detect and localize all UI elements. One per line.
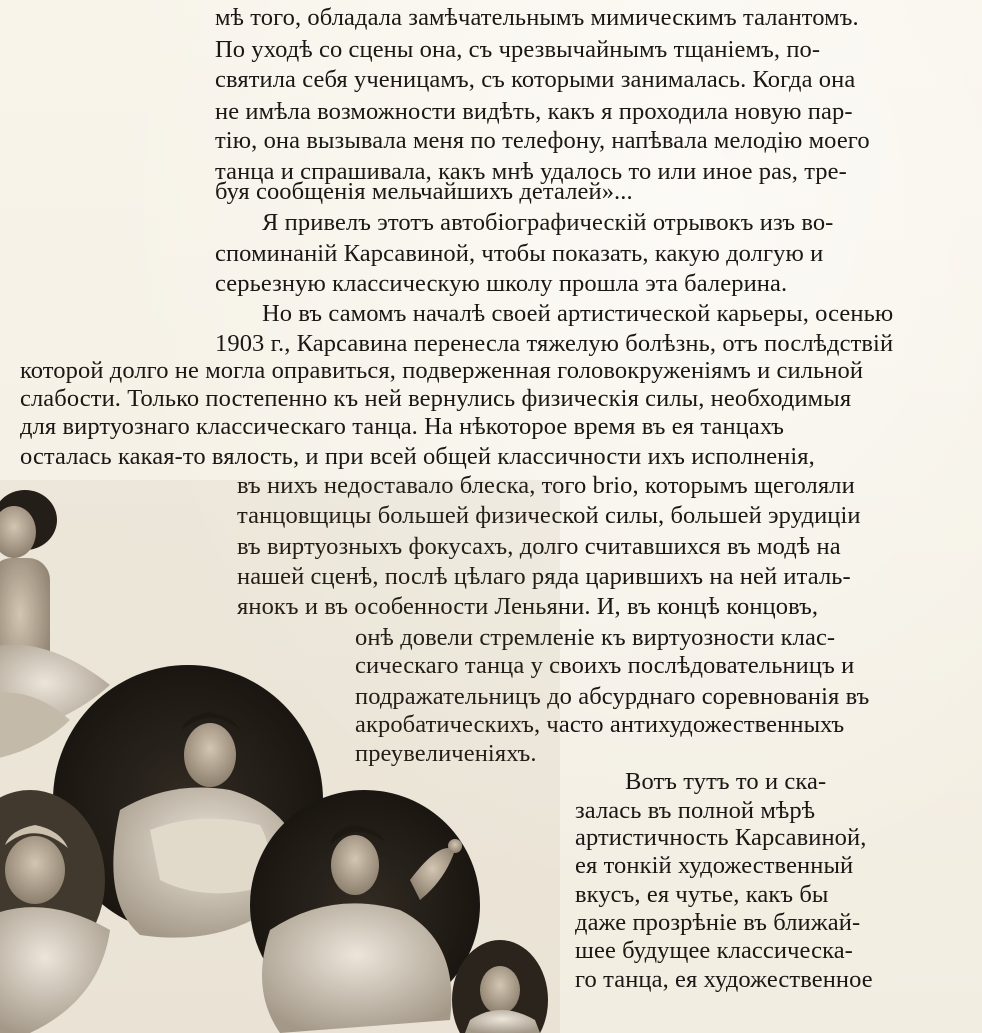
text-line: даже прозрѣнiе въ ближай- — [575, 909, 861, 936]
text-line: сическаго танца у своихъ послѣдовательницъ и — [355, 652, 855, 679]
text-line: По уходѣ со сцены она, съ чрезвычайнымъ тщанiемъ, по- — [215, 36, 821, 63]
text-line: Но въ самомъ началѣ своей артистической карьеры, осенью — [262, 300, 894, 327]
text-line: слабости. Только постепенно къ ней вернулись физическiя силы, необходимыя — [20, 385, 852, 412]
text-line: мѣ того, обладала замѣчательнымъ мимическимъ талантомъ. — [215, 4, 859, 31]
photo-collage-illustration — [0, 480, 560, 1033]
text-line: серьезную классическую школу прошла эта балерина. — [215, 270, 788, 297]
ballerina-photo-collage — [0, 480, 560, 1033]
text-line: въ виртуозныхъ фокусахъ, долго считавшихся въ модѣ на — [237, 533, 841, 560]
text-line: 1903 г., Карсавина перенесла тяжелую болѣзнь, отъ послѣдствiй — [215, 330, 894, 357]
text-line: го танца, ея художественное — [575, 966, 873, 993]
text-line: въ нихъ недоставало блеска, того brio, которымъ щеголяли — [237, 472, 855, 499]
text-line: осталась какая-то вялость, и при всей общей классичности ихъ исполненiя, — [20, 443, 815, 470]
text-line: залась въ полной мѣрѣ — [575, 797, 816, 824]
text-line: Я привелъ этотъ автобiографическiй отрывокъ изъ во- — [262, 209, 834, 236]
text-line: ея тонкiй художественный — [575, 852, 854, 879]
text-line: акробатическихъ, часто антихудожественныхъ — [355, 711, 845, 738]
text-line: не имѣла возможности видѣть, какъ я проходила новую пар- — [215, 98, 853, 125]
text-line: споминанiй Карсавиной, чтобы показать, какую долгую и — [215, 240, 824, 267]
text-line: которой долго не могла оправиться, подверженная головокруженiямъ и сильной — [20, 357, 864, 384]
text-line: подражательницъ до абсурднаго соревнованiя въ — [355, 683, 870, 710]
text-line: для виртуознаго классическаго танца. На нѣкоторое время въ ея танцахъ — [20, 413, 785, 440]
text-line: вкусъ, ея чутье, какъ бы — [575, 881, 829, 908]
text-line: Вотъ тутъ то и ска- — [625, 768, 827, 795]
text-line: святила себя ученицамъ, съ которыми занималась. Когда она — [215, 66, 856, 93]
text-line: янокъ и въ особенности Леньяни. И, въ концѣ концовъ, — [237, 593, 819, 620]
text-line: буя сообщенiя мельчайшихъ деталей»... — [215, 178, 633, 205]
text-line: нашей сценѣ, послѣ цѣлаго ряда царившихъ на ней италь- — [237, 563, 851, 590]
text-line: преувеличенiяхъ. — [355, 740, 537, 767]
text-line: тiю, она вызывала меня по телефону, напѣвала мелодiю моего — [215, 127, 870, 154]
text-line: танцовщицы большей физической силы, большей эрудицiи — [237, 502, 861, 529]
text-line: артистичность Карсавиной, — [575, 824, 867, 851]
text-line: онѣ довели стремленiе къ виртуозности клас- — [355, 624, 836, 651]
text-line: шее будущее классическа- — [575, 937, 853, 964]
text-line: танца и спрашивала, какъ мнѣ удалось то или иное pas, тре- — [215, 158, 847, 185]
